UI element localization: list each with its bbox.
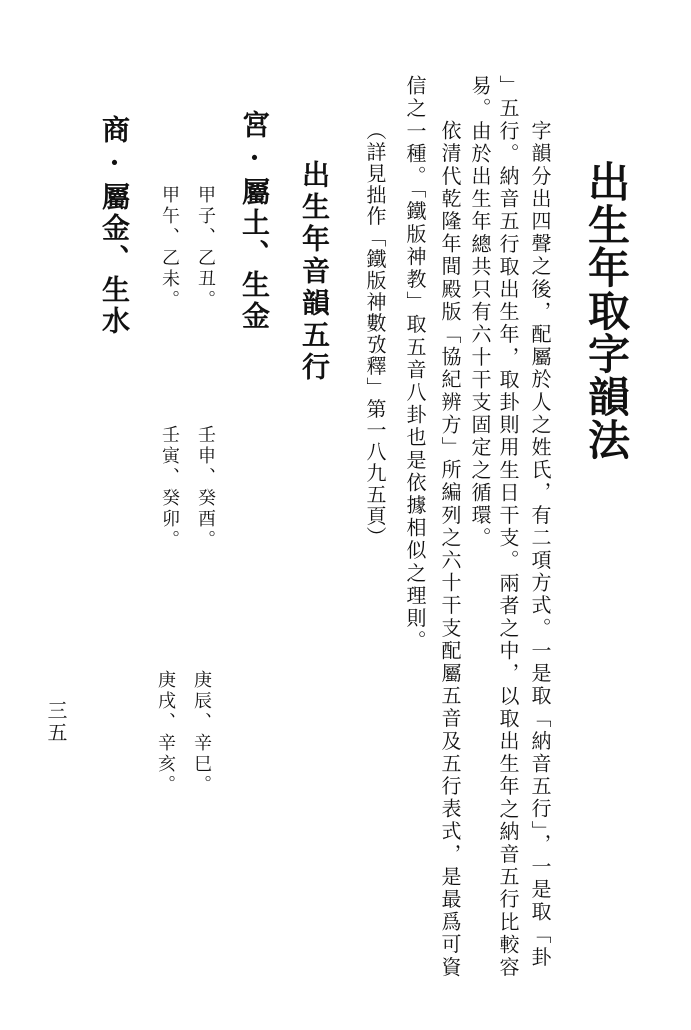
- group-heading-gong: 宮·屬土、生金: [238, 110, 271, 332]
- reference-note: （詳見拙作「鐵版神數攷釋」第一八九五頁）: [363, 120, 387, 548]
- paragraph-line: 」五行。納音五行取出生年，取卦則用生日干支。兩者之中，以取出生年之納音五行比較容: [496, 75, 520, 979]
- paragraph-line: 字韻分出四聲之後，配屬於人之姓氏，有二項方式。一是取「納音五行」，一是取「卦: [528, 120, 552, 969]
- page-title: 出生年取字韻法: [582, 160, 631, 461]
- ganzhi-pair: 庚戌、辛亥。: [155, 670, 176, 796]
- ganzhi-pair: 甲子、乙丑。: [195, 185, 216, 311]
- paragraph-line: 信之一種。「鐵版神教」取五音八卦也是依據相似之理則。: [403, 75, 427, 653]
- ganzhi-pair: 庚辰、辛巳。: [191, 670, 212, 796]
- ganzhi-pair: 甲午、乙未。: [159, 185, 180, 311]
- paragraph-line: 依清代乾隆年間殿版「協紀辨方」所編列之六十干支配屬五音及五行表式，是最爲可資: [438, 120, 462, 979]
- ganzhi-pair: 壬寅、癸卯。: [159, 425, 180, 551]
- section-title: 出生年音韻五行: [298, 160, 331, 384]
- ganzhi-pair: 壬申、癸酉。: [195, 425, 216, 551]
- page-number: 三五: [44, 700, 68, 744]
- paragraph-line: 易。由於出生年總共只有六十干支固定之循環。: [468, 75, 492, 550]
- group-heading-shang: 商·屬金、生水: [98, 115, 131, 337]
